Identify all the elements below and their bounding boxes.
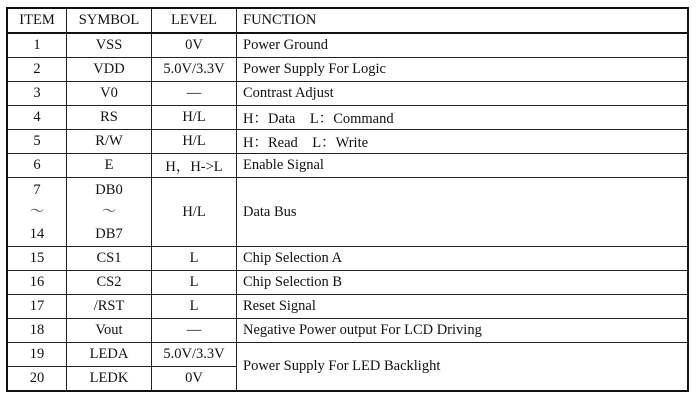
item-range-cell [7, 178, 67, 247]
item-cell: 17 [7, 295, 67, 319]
level-cell: 5.0V/3.3V [152, 343, 237, 367]
item-cell: 18 [7, 319, 67, 343]
header-level: LEVEL [152, 8, 237, 33]
function-cell: Data Bus [237, 178, 689, 247]
pin-assignment-table [6, 7, 689, 392]
function-cell: Power Supply For Logic [237, 58, 689, 82]
function-cell: Chip Selection B [237, 271, 689, 295]
item-cell: 1 [7, 33, 67, 58]
table-header-row [7, 8, 688, 33]
table-row [7, 247, 688, 271]
table-row [7, 271, 688, 295]
level-cell: H/L [152, 106, 237, 130]
header-item: ITEM [7, 8, 67, 33]
symbol-cell: E [67, 154, 152, 178]
level-cell: 5.0V/3.3V [152, 58, 237, 82]
item-range-start: 7 [33, 182, 41, 198]
symbol-cell: Vout [67, 319, 152, 343]
symbol-cell: VSS [67, 33, 152, 58]
symbol-cell: /RST [67, 295, 152, 319]
function-cell: H：Read L：Write [237, 130, 689, 154]
symbol-cell: R/W [67, 130, 152, 154]
item-cell: 3 [7, 82, 67, 106]
item-cell: 15 [7, 247, 67, 271]
table-row [7, 82, 688, 106]
function-cell: H：Data L：Command [237, 106, 689, 130]
item-cell: 5 [7, 130, 67, 154]
level-cell: — [152, 82, 237, 106]
function-cell: Negative Power output For LCD Driving [237, 319, 689, 343]
function-cell: Contrast Adjust [237, 82, 689, 106]
symbol-cell: VDD [67, 58, 152, 82]
symbol-cell: LEDA [67, 343, 152, 367]
item-range-separator: ～ [29, 204, 45, 220]
item-cell: 6 [7, 154, 67, 178]
item-range-end: 14 [29, 226, 45, 242]
function-cell: Reset Signal [237, 295, 689, 319]
table-row-data-bus [7, 178, 688, 247]
symbol-range-separator: ～ [101, 204, 117, 220]
table-row [7, 295, 688, 319]
level-cell: H/L [152, 130, 237, 154]
table-row [7, 343, 688, 367]
header-symbol: SYMBOL [67, 8, 152, 33]
item-cell: 16 [7, 271, 67, 295]
table-row [7, 130, 688, 154]
level-cell: H，H->L [152, 154, 237, 178]
header-function: FUNCTION [237, 8, 689, 33]
symbol-cell: CS1 [67, 247, 152, 271]
level-cell: 0V [152, 33, 237, 58]
symbol-cell: RS [67, 106, 152, 130]
item-cell: 4 [7, 106, 67, 130]
table-row [7, 33, 688, 58]
level-cell: L [152, 247, 237, 271]
symbol-cell: CS2 [67, 271, 152, 295]
function-cell: Power Ground [237, 33, 689, 58]
symbol-range-cell [67, 178, 152, 247]
symbol-cell: LEDK [67, 367, 152, 392]
level-cell: 0V [152, 367, 237, 392]
table-row [7, 154, 688, 178]
level-cell: — [152, 319, 237, 343]
symbol-range-start: DB0 [95, 182, 123, 198]
table-row [7, 58, 688, 82]
item-cell: 20 [7, 367, 67, 392]
symbol-range-end: DB7 [95, 226, 123, 242]
level-cell: H/L [152, 178, 237, 247]
table-row [7, 319, 688, 343]
level-cell: L [152, 271, 237, 295]
function-cell-led-backlight: Power Supply For LED Backlight [237, 343, 689, 392]
function-cell: Enable Signal [237, 154, 689, 178]
symbol-cell: V0 [67, 82, 152, 106]
item-cell: 19 [7, 343, 67, 367]
level-cell: L [152, 295, 237, 319]
table-row [7, 106, 688, 130]
function-cell: Chip Selection A [237, 247, 689, 271]
item-cell: 2 [7, 58, 67, 82]
